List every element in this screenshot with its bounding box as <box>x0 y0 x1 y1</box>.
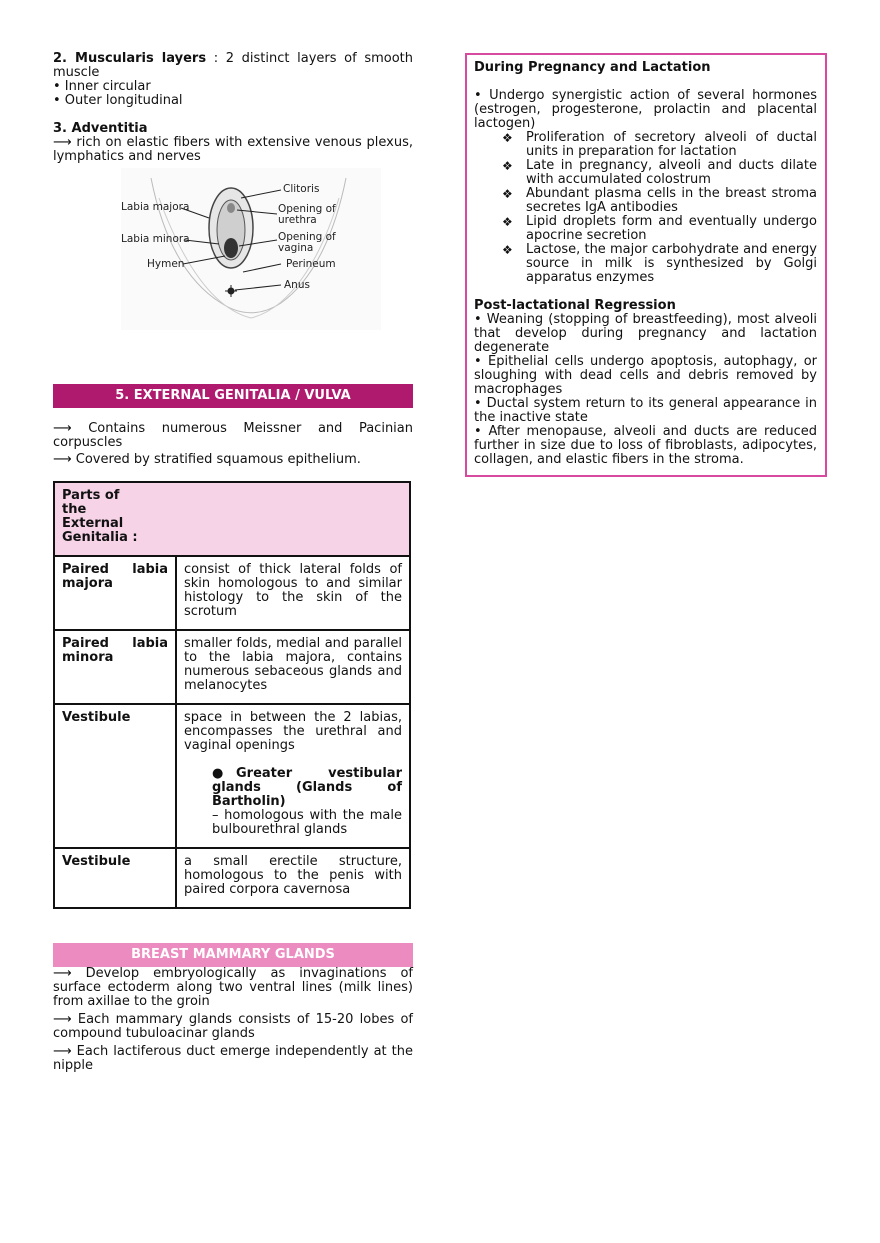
external-genitalia-line: ⟶ Covered by stratified squamous epithelium. <box>53 452 361 467</box>
breast-line: ⟶ Each mammary glands consists of 15-20 lobes of compound tubuloacinar glands <box>53 1012 413 1041</box>
external-genitalia-banner: 5. EXTERNAL GENITALIA / VULVA <box>53 384 413 408</box>
adventitia-title: 3. Adventitia <box>53 121 148 136</box>
table-header: Parts of the External Genitalia : <box>54 482 410 556</box>
pregnancy-title: During Pregnancy and Lactation <box>474 60 711 75</box>
bartholin-bullet: ● Greater vestibular glands (Glands of Bartholin) – homologous with the male bulbourethral glands <box>212 766 402 837</box>
pregnancy-list <box>502 131 817 285</box>
list-item: ❖ Proliferation of secretory alveoli of ductal units in preparation for lactation <box>502 131 817 159</box>
list-item: • Epithelial cells undergo apoptosis, autophagy, or sloughing with dead cells and debris removed by macrophages <box>474 354 817 397</box>
list-item: • Ductal system return to its general appearance in the inactive state <box>474 396 817 425</box>
vulva-illustration <box>121 168 381 330</box>
breast-line: ⟶ Develop embryologically as invaginations of surface ectoderm along two ventral lines (milk lines) from axillae to the groin <box>53 966 413 1009</box>
list-item: • After menopause, alveoli and ducts are reduced further in size due to loss of fibroblasts, adipocytes, collagen, and elastic fibers in the stroma. <box>474 424 817 467</box>
muscularis-paragraph <box>53 52 413 80</box>
table-row-desc: consist of thick lateral folds of skin homologous to and similar histology to the skin of the scrotum <box>176 556 410 630</box>
label-opening-urethra: Opening of urethra <box>278 203 336 226</box>
table-row-label: Paired labia minora <box>54 630 176 704</box>
external-genitalia-line: ⟶ Contains numerous Meissner and Pacinian corpuscles <box>53 421 413 450</box>
left-column <box>53 52 413 1073</box>
label-perineum: Perineum <box>286 258 336 270</box>
table-row-label: Vestibule <box>54 848 176 908</box>
right-column <box>465 53 825 477</box>
regression-title: Post-lactational Regression <box>474 298 676 313</box>
adventitia-text: ⟶ rich on elastic fibers with extensive venous plexus, lymphatics and nerves <box>53 135 413 164</box>
muscularis-title: 2. Muscularis layers <box>53 51 207 66</box>
label-opening-vagina: Opening of vagina <box>278 231 336 254</box>
vulva-diagram <box>121 168 381 330</box>
label-anus: Anus <box>284 279 310 291</box>
muscularis-text: : 2 distinct layers of smooth muscle <box>53 51 414 80</box>
pregnancy-intro: • Undergo synergistic action of several hormones (estrogen, progesterone, prolactin and placental lactogen) <box>474 88 817 131</box>
pregnancy-lactation-box <box>465 53 827 477</box>
table-row-desc: smaller folds, medial and parallel to the labia majora, contains numerous sebaceous glands and melanocytes <box>176 630 410 704</box>
list-item: ❖ Abundant plasma cells in the breast stroma secretes IgA antibodies <box>502 187 817 215</box>
list-item: ❖ Late in pregnancy, alveoli and ducts dilate with accumulated colostrum <box>502 159 817 187</box>
list-item: ❖ Lipid droplets form and eventually undergo apocrine secretion <box>502 215 817 243</box>
list-item: • Weaning (stopping of breastfeeding), most alveoli that develop during pregnancy and lactation degenerate <box>474 312 817 355</box>
external-genitalia-table <box>53 481 411 909</box>
breast-line: ⟶ Each lactiferous duct emerge independently at the nipple <box>53 1044 413 1073</box>
muscularis-item: • Inner circular <box>53 79 151 94</box>
table-row <box>54 704 410 848</box>
table-row-label: Paired labia majora <box>54 556 176 630</box>
label-labia-minora: Labia minora <box>121 233 190 245</box>
table-row <box>54 848 410 908</box>
table-row-desc: space in between the 2 labias, encompasses the urethral and vaginal openings ● Greater vestibular glands (Glands of Bartholin) – homologous with the male bulbourethral glands <box>176 704 410 848</box>
label-hymen: Hymen <box>147 258 185 270</box>
table-row-desc: a small erectile structure, homologous to the penis with paired corpora cavernosa <box>176 848 410 908</box>
label-clitoris: Clitoris <box>283 183 320 195</box>
list-item: ❖ Lactose, the major carbohydrate and energy source in milk is synthesized by Golgi apparatus enzymes <box>502 243 817 285</box>
table-row-label: Vestibule <box>54 704 176 848</box>
table-row <box>54 556 410 630</box>
table-row <box>54 630 410 704</box>
label-labia-majora: Labia majora <box>121 201 190 213</box>
breast-banner: BREAST MAMMARY GLANDS <box>53 943 413 967</box>
muscularis-item: • Outer longitudinal <box>53 93 183 108</box>
